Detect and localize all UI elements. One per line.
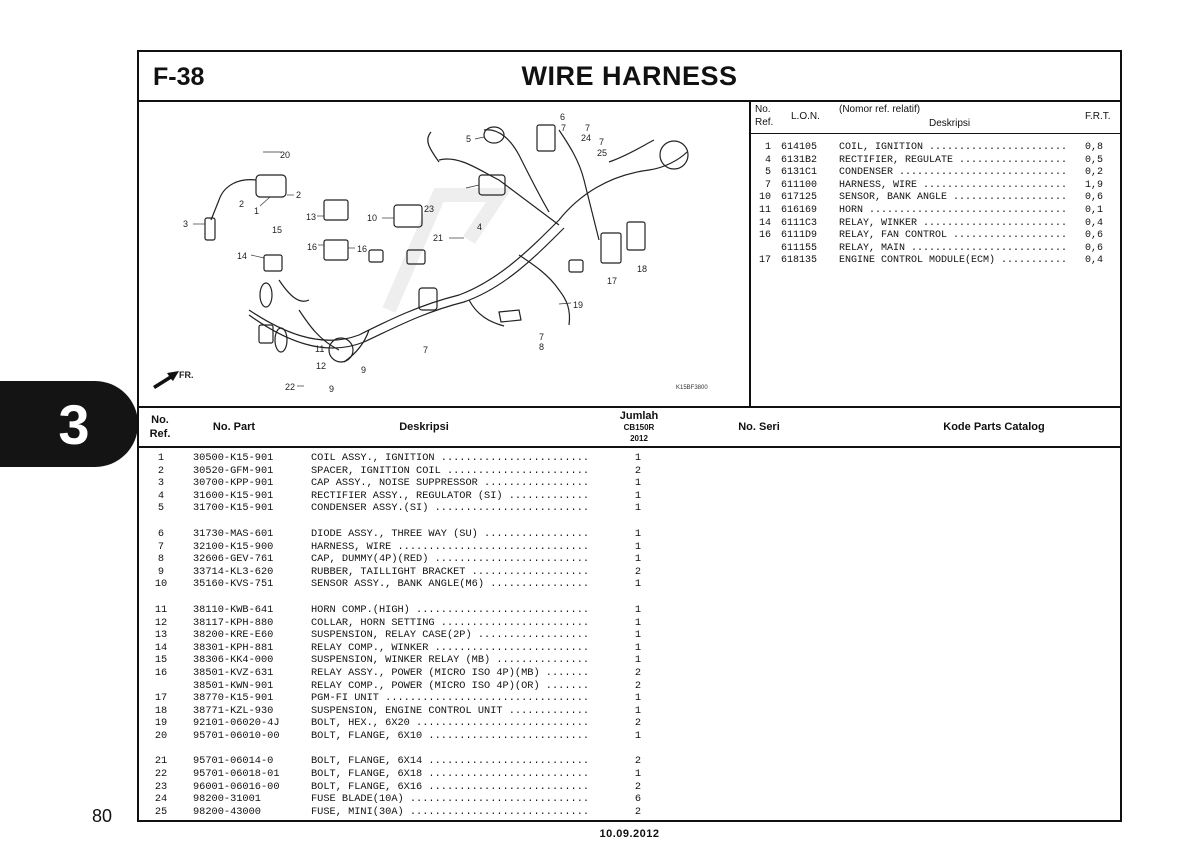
table-row [139, 793, 1120, 806]
parts-cell-part: 30700-KPP-901 [193, 477, 274, 490]
parts-cell-qty: 1 [634, 768, 642, 781]
parts-cell-no: 8 [157, 553, 165, 566]
callout-16b: 16 [357, 244, 368, 254]
parts-cell-qty: 1 [634, 629, 642, 642]
parts-cell-no: 3 [157, 477, 165, 490]
table-row [139, 705, 1120, 718]
lon-cell-desc: HORN ................................. [839, 204, 1068, 216]
lon-cell-lon: 6131B2 [781, 154, 818, 166]
parts-cell-no: 7 [157, 540, 165, 553]
table-row [139, 654, 1120, 667]
lon-cell-desc: RELAY, WINKER ........................ [839, 217, 1068, 229]
lon-cell-no: 1 [764, 142, 771, 153]
parts-cell-no: 17 [154, 692, 168, 705]
lon-cell-lon: 6111C3 [781, 217, 818, 229]
callout-4: 4 [477, 222, 483, 232]
parts-cell-qty: 2 [634, 666, 642, 679]
parts-cell-part: 38200-KRE-E60 [193, 629, 274, 642]
lon-cell-no: 10 [758, 192, 771, 204]
table-row [139, 477, 1120, 490]
page-frame [137, 50, 1122, 840]
table-row [139, 781, 1120, 794]
parts-cell-part: 38110-KWB-641 [193, 603, 274, 616]
parts-cell-desc: COLLAR, HORN SETTING ........................ [311, 616, 590, 629]
chapter-number: 3 [58, 392, 90, 456]
callout-7a: 7 [561, 123, 567, 133]
parts-cell-no: 11 [154, 603, 168, 616]
parts-cell-part: 95701-06010-00 [193, 729, 280, 742]
callout-3: 3 [183, 219, 189, 229]
parts-cell-no: 24 [154, 793, 168, 806]
table-row [139, 578, 1120, 591]
parts-cell-part: 31730-MAS-601 [193, 527, 274, 540]
parts-cell-qty: 1 [634, 502, 642, 515]
lon-row [751, 218, 1122, 231]
callout-2b: 2 [296, 190, 302, 200]
callout-5: 5 [466, 134, 472, 144]
parts-cell-no: 12 [154, 616, 168, 629]
lon-cell-lon: 6131C1 [781, 167, 818, 179]
parts-cell-no: 25 [154, 805, 168, 818]
callout-19: 20 [280, 150, 291, 160]
lon-cell-lon: 6111D9 [781, 230, 818, 242]
callout-20: 19 [573, 300, 584, 310]
lon-header-no: No. [755, 104, 771, 115]
parts-cell-part: 98200-31001 [193, 793, 261, 806]
table-row [139, 465, 1120, 478]
lon-row [751, 192, 1122, 205]
table-row [139, 604, 1120, 617]
callout-22: 22 [285, 382, 296, 392]
parts-cell-desc: RELAY ASSY., POWER (MICRO ISO 4P)(MB) ....... [311, 666, 590, 679]
callout-16a: 16 [307, 242, 318, 252]
parts-cell-no: 23 [154, 780, 168, 793]
callout-12: 12 [316, 361, 327, 371]
parts-cell-desc: RECTIFIER ASSY., REGULATOR (SI) ............. [311, 489, 590, 502]
parts-cell-part: 33714-KL3-620 [193, 565, 274, 578]
parts-cell-qty: 2 [634, 755, 642, 768]
parts-cell-qty: 1 [634, 704, 642, 717]
parts-cell-no: 21 [154, 755, 168, 768]
table-row [139, 642, 1120, 655]
parts-cell-desc: RUBBER, TAILLIGHT BRACKET ................... [311, 565, 590, 578]
table-row [139, 629, 1120, 642]
parts-cell-desc: BOLT, HEX., 6X20 ............................ [311, 717, 590, 730]
table-row [139, 768, 1120, 781]
lon-cell-frt: 0,4 [1085, 255, 1104, 267]
parts-cell-qty: 1 [634, 489, 642, 502]
parts-cell-qty: 2 [634, 464, 642, 477]
lon-cell-no: 17 [758, 255, 771, 267]
parts-cell-part: 38501-KVZ-631 [193, 666, 274, 679]
callout-21: 21 [433, 233, 444, 243]
table-row [139, 553, 1120, 566]
table-row [139, 755, 1120, 768]
page-header [139, 52, 1120, 102]
lon-cell-frt: 0,6 [1085, 192, 1104, 204]
parts-cell-no: 20 [154, 729, 168, 742]
parts-cell-desc: HORN COMP.(HIGH) ............................ [311, 603, 590, 616]
lon-header-ref: Ref. [755, 117, 774, 128]
parts-cell-qty: 2 [634, 780, 642, 793]
parts-cell-desc: BOLT, FLANGE, 6X10 .......................... [311, 729, 590, 742]
callout-7b: 7 [585, 123, 591, 133]
lon-row [751, 155, 1122, 168]
lon-cell-frt: 0,6 [1085, 230, 1104, 242]
callout-14: 14 [237, 251, 248, 261]
parts-header-seri: No. Seri [738, 421, 780, 433]
parts-cell-qty: 1 [634, 477, 642, 490]
lon-row [751, 180, 1122, 193]
parts-cell-no: 1 [157, 452, 165, 464]
lon-cell-lon: 614105 [781, 142, 818, 153]
lon-cell-lon: 611155 [781, 242, 818, 254]
parts-cell-qty: 6 [634, 793, 642, 806]
lon-row [751, 167, 1122, 180]
wire-harness-illustration [139, 100, 751, 406]
parts-cell-desc: HARNESS, WIRE ............................... [311, 540, 590, 553]
callout-9b: 9 [329, 384, 335, 394]
table-row [139, 680, 1120, 693]
lon-cell-frt: 1,9 [1085, 179, 1104, 191]
table-row [139, 541, 1120, 554]
callout-8: 8 [539, 342, 545, 352]
parts-cell-part: 31700-K15-901 [193, 502, 274, 515]
parts-cell-no: 13 [154, 629, 168, 642]
callout-17: 17 [607, 276, 618, 286]
lon-cell-lon: 616169 [781, 204, 818, 216]
parts-cell-part: 38301-KPH-881 [193, 641, 274, 654]
parts-cell-qty: 2 [634, 805, 642, 818]
table-row [139, 617, 1120, 630]
parts-cell-part: 30520-GFM-901 [193, 464, 274, 477]
lon-cell-no: 14 [758, 217, 771, 229]
parts-cell-desc: COIL ASSY., IGNITION ........................ [311, 452, 590, 464]
lon-cell-no: 11 [758, 204, 771, 216]
lon-cell-frt: 0,2 [1085, 167, 1104, 179]
parts-cell-no: 4 [157, 489, 165, 502]
table-row [139, 692, 1120, 705]
chapter-tab [0, 381, 138, 467]
parts-header-jumlah: Jumlah [619, 410, 659, 422]
issue-date: 10.09.2012 [599, 828, 660, 840]
table-row [139, 566, 1120, 579]
parts-cell-desc: FUSE BLADE(10A) ............................. [311, 793, 590, 806]
lon-cell-desc: RECTIFIER, REGULATE .................. [839, 154, 1068, 166]
parts-cell-desc: SPACER, IGNITION COIL ....................... [311, 464, 590, 477]
lon-cell-frt: 0,1 [1085, 204, 1104, 216]
parts-header-catalog: Kode Parts Catalog [943, 421, 1045, 433]
parts-cell-no: 14 [154, 641, 168, 654]
lon-cell-frt: 0,4 [1085, 217, 1104, 229]
parts-cell-desc: BOLT, FLANGE, 6X14 .......................... [311, 755, 590, 768]
table-row [139, 452, 1120, 465]
parts-cell-qty: 1 [634, 729, 642, 742]
lon-cell-desc: SENSOR, BANK ANGLE ................... [839, 192, 1068, 204]
front-arrow-icon [153, 370, 194, 389]
lon-row [751, 230, 1122, 243]
parts-cell-part: 38770-K15-901 [193, 692, 274, 705]
parts-cell-part: 95701-06014-0 [193, 755, 274, 768]
parts-cell-no: 19 [154, 717, 168, 730]
lon-row [751, 205, 1122, 218]
parts-cell-qty: 1 [634, 654, 642, 667]
exploded-diagram [139, 100, 751, 406]
lon-row [751, 142, 1122, 155]
parts-cell-part: 38501-KWN-901 [193, 679, 274, 692]
callout-7e: 7 [423, 345, 429, 355]
parts-cell-no: 6 [157, 527, 165, 540]
fr-label: FR. [179, 370, 194, 380]
parts-cell-part: 96001-06016-00 [193, 780, 280, 793]
callout-2a: 2 [239, 199, 245, 209]
parts-cell-part: 38306-KK4-000 [193, 654, 274, 667]
parts-cell-no: 22 [154, 768, 168, 781]
lon-cell-frt: 0,8 [1085, 142, 1104, 153]
table-row [139, 717, 1120, 730]
parts-cell-desc: BOLT, FLANGE, 6X18 .......................... [311, 768, 590, 781]
parts-cell-qty: 1 [634, 603, 642, 616]
parts-cell-qty: 1 [634, 616, 642, 629]
lon-header-deskripsi: Deskripsi [929, 118, 971, 129]
lon-cell-desc: HARNESS, WIRE ........................ [839, 179, 1068, 191]
callout-7c: 7 [599, 137, 605, 147]
lon-cell-lon: 611100 [781, 179, 818, 191]
parts-cell-qty: 1 [634, 452, 642, 464]
parts-header-part: No. Part [212, 421, 256, 433]
table-row [139, 806, 1120, 819]
lon-cell-desc: RELAY, FAN CONTROL ................... [839, 230, 1068, 242]
lon-header-frt: F.R.T. [1085, 111, 1111, 122]
parts-cell-desc: CAP, DUMMY(4P)(RED) ......................... [311, 553, 590, 566]
parts-cell-no: 15 [154, 654, 168, 667]
parts-cell-desc: CAP ASSY., NOISE SUPPRESSOR ................. [311, 477, 590, 490]
parts-cell-part: 31600-K15-901 [193, 489, 274, 502]
lon-cell-frt: 0,5 [1085, 154, 1104, 166]
parts-cell-no: 5 [157, 502, 165, 515]
parts-cell-desc: RELAY COMP., POWER (MICRO ISO 4P)(OR) ....... [311, 679, 590, 692]
callout-7d: 7 [539, 332, 545, 342]
callout-15: 15 [272, 225, 283, 235]
parts-cell-qty: 1 [634, 527, 642, 540]
parts-cell-desc: PGM-FI UNIT ................................. [311, 692, 590, 705]
parts-cell-no: 10 [154, 578, 168, 591]
lon-cell-desc: COIL, IGNITION ....................... [839, 142, 1068, 153]
table-row [139, 730, 1120, 743]
lon-header-nomor: (Nomor ref. relatif) [839, 104, 921, 115]
parts-cell-no: 18 [154, 704, 168, 717]
lon-header-lon: L.O.N. [791, 111, 820, 122]
lon-table-body [751, 142, 1122, 268]
parts-cell-part: 32606-GEV-761 [193, 553, 274, 566]
parts-cell-part: 32100-K15-900 [193, 540, 274, 553]
parts-cell-qty: 1 [634, 553, 642, 566]
parts-header-model: CB150R [623, 423, 655, 432]
lon-table [751, 100, 1122, 406]
callout-24: 24 [581, 133, 592, 143]
parts-cell-no: 2 [157, 464, 165, 477]
table-row [139, 528, 1120, 541]
parts-cell-qty: 1 [634, 540, 642, 553]
callout-11: 11 [315, 344, 325, 354]
lon-cell-lon: 617125 [781, 192, 818, 204]
callout-13: 13 [306, 212, 317, 222]
parts-cell-qty: 1 [634, 641, 642, 654]
parts-cell-qty: 1 [634, 578, 642, 591]
parts-cell-desc: FUSE, MINI(30A) ............................. [311, 805, 590, 818]
parts-header-desc: Deskripsi [399, 421, 449, 433]
parts-cell-part: 38771-KZL-930 [193, 704, 274, 717]
parts-cell-desc: BOLT, FLANGE, 6X16 .......................... [311, 780, 590, 793]
callout-1: 1 [254, 206, 260, 216]
parts-table-body [139, 452, 1120, 818]
page-title: WIRE HARNESS [521, 61, 738, 91]
parts-cell-desc: CONDENSER ASSY.(SI) ......................... [311, 502, 590, 515]
lon-cell-desc: RELAY, MAIN .......................... [839, 242, 1068, 254]
parts-cell-desc: DIODE ASSY., THREE WAY (SU) ................. [311, 527, 590, 540]
lon-row [751, 255, 1122, 268]
lon-cell-frt: 0,6 [1085, 242, 1104, 254]
parts-cell-part: 35160-KVS-751 [193, 578, 274, 591]
parts-cell-desc: SUSPENSION, RELAY CASE(2P) .................. [311, 629, 590, 642]
callout-25: 25 [597, 148, 608, 158]
lon-cell-lon: 618135 [781, 255, 818, 267]
parts-header-ref: Ref. [149, 428, 171, 440]
callout-9a: 9 [361, 365, 367, 375]
parts-cell-qty: 2 [634, 565, 642, 578]
lon-cell-desc: CONDENSER ............................ [839, 167, 1068, 179]
table-row [139, 502, 1120, 515]
parts-cell-desc: SENSOR ASSY., BANK ANGLE(M6) ................ [311, 578, 590, 591]
parts-cell-part: 92101-06020-4J [193, 717, 280, 730]
section-code: F-38 [153, 63, 205, 91]
parts-cell-qty: 1 [634, 692, 642, 705]
parts-table-header [139, 406, 1120, 448]
page-number: 80 [92, 806, 113, 826]
parts-cell-qty: 2 [634, 679, 642, 692]
parts-cell-no: 16 [154, 666, 168, 679]
parts-cell-part: 30500-K15-901 [193, 452, 274, 464]
parts-cell-desc: RELAY COMP., WINKER ......................... [311, 641, 590, 654]
lon-cell-no: 4 [764, 154, 771, 166]
lon-row [751, 243, 1122, 256]
lon-cell-no: 5 [764, 167, 771, 179]
parts-cell-part: 95701-06018-01 [193, 768, 280, 781]
callout-6: 6 [560, 112, 566, 122]
table-row [139, 667, 1120, 680]
callout-10: 10 [367, 213, 378, 223]
parts-cell-part: 98200-43000 [193, 805, 261, 818]
parts-cell-desc: SUSPENSION, ENGINE CONTROL UNIT ............. [311, 704, 590, 717]
parts-cell-desc: SUSPENSION, WINKER RELAY (MB) ............... [311, 654, 590, 667]
lon-cell-desc: ENGINE CONTROL MODULE(ECM) ........... [839, 255, 1068, 267]
table-row [139, 490, 1120, 503]
callout-18: 18 [637, 264, 648, 274]
parts-cell-qty: 2 [634, 717, 642, 730]
parts-cell-no: 9 [157, 565, 165, 578]
callout-23: 23 [424, 204, 435, 214]
parts-header-year: 2012 [630, 434, 648, 443]
diagram-code: K15BF3800 [676, 385, 708, 391]
parts-cell-part: 38117-KPH-880 [193, 616, 274, 629]
parts-header-no: No. [151, 414, 169, 426]
lon-cell-no: 16 [758, 230, 771, 242]
lon-table-header [751, 100, 1122, 134]
lon-cell-no: 7 [764, 179, 771, 191]
